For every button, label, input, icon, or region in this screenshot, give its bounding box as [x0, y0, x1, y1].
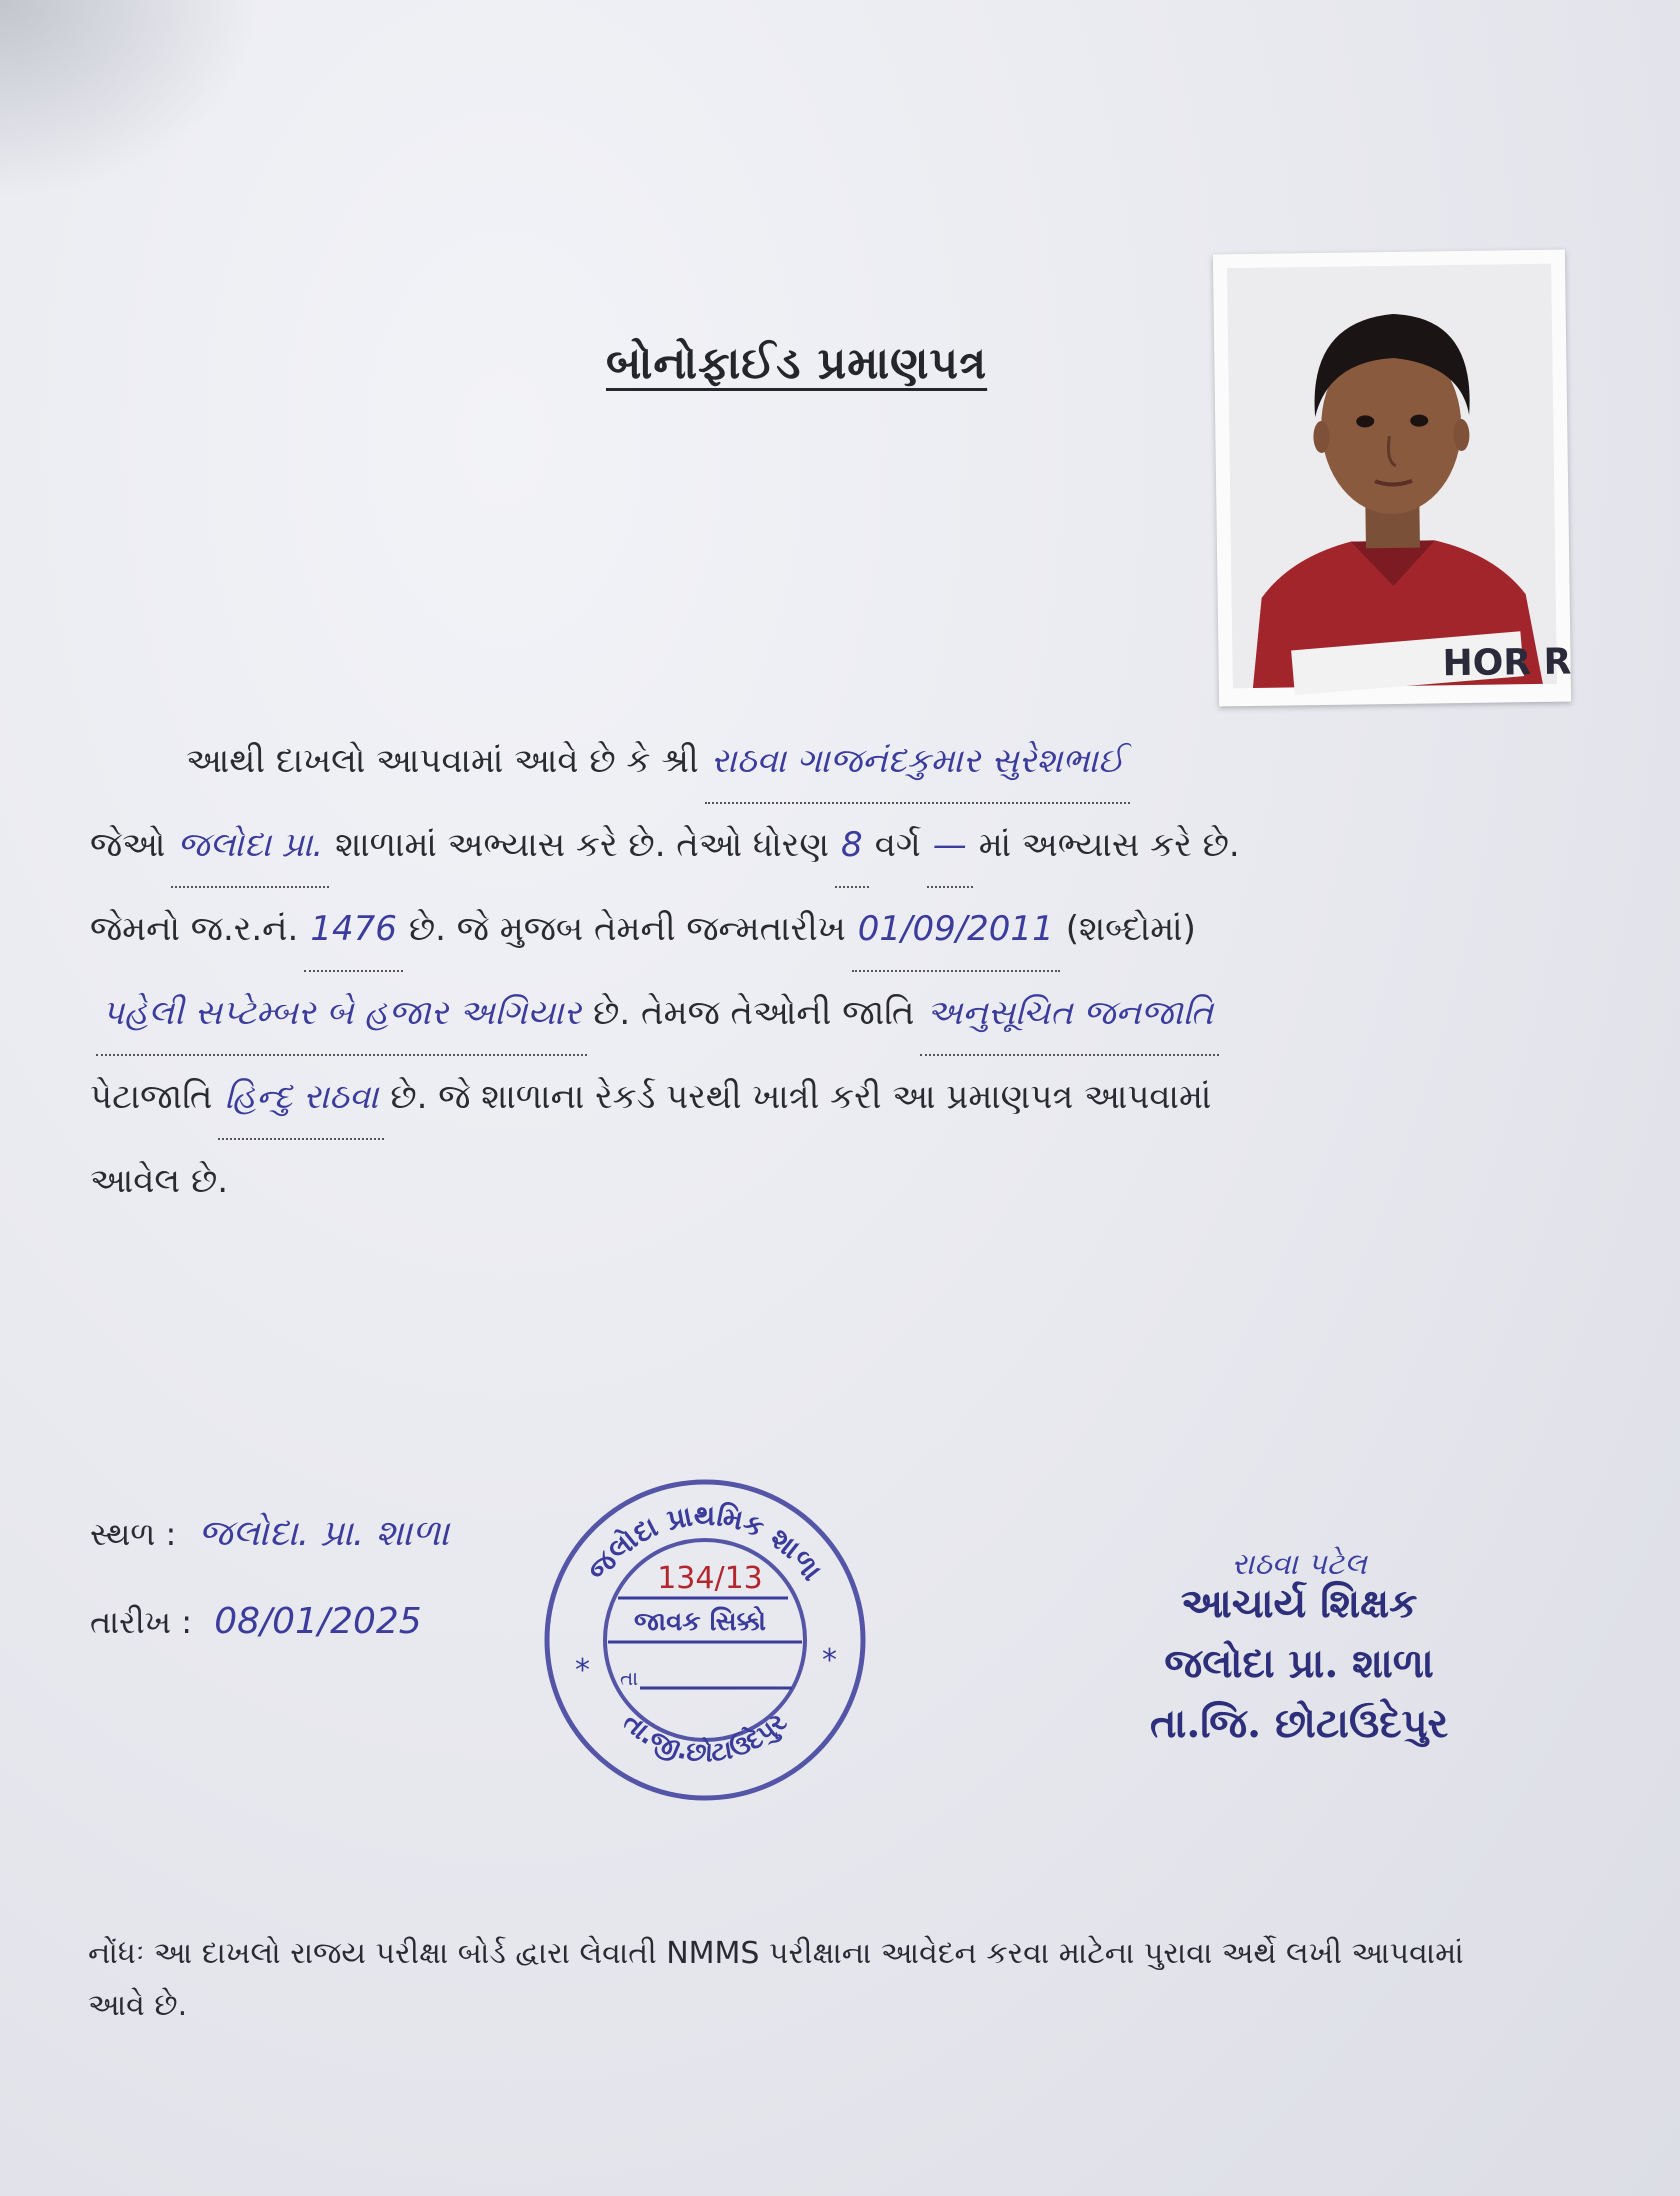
place-row — [90, 1490, 461, 1578]
stamp-star-left: * — [575, 1653, 590, 1688]
place-value-handwritten: જલોદા. પ્રા. શાળા — [198, 1513, 450, 1554]
date-value-handwritten: 08/01/2025 — [214, 1601, 422, 1642]
static-text: જેઓ — [90, 825, 166, 865]
signature-school: જલોદા પ્રા. શાળા — [1164, 1640, 1434, 1687]
static-text: છે. જે મુજબ તેમની જન્મતારીખ — [408, 909, 846, 949]
svg-text:તા.જી.છોટાઉદેપુર — [617, 1707, 794, 1768]
body-line-6 — [90, 1140, 1570, 1222]
student-photo — [1213, 250, 1571, 707]
stamp-ta-label: તા — [620, 1666, 639, 1690]
static-text: પેટાજાતિ — [90, 1077, 213, 1117]
body-line-5 — [90, 1056, 1570, 1140]
signature-scrawl: રાઠવા પટેલ — [1231, 1547, 1367, 1582]
place-label: સ્થળ : — [90, 1515, 177, 1553]
body-line-2 — [90, 804, 1570, 888]
date-row — [90, 1578, 461, 1666]
student-name-handwritten: રાઠવા ગાજનંદકુમાર સુરેશભાઈ — [705, 720, 1131, 804]
body-line-4 — [90, 972, 1570, 1056]
footnote: નોંધઃ આ દાખલો રાજય પરીક્ષા બોર્ડ દ્વારા લેવાતી NMMS પરીક્ષાના આવેદન કરવા માટેના પુરાવા અર્થે લખી આપવામાં આવે છે. — [88, 1936, 1464, 2023]
place-date-block — [90, 1490, 461, 1666]
body-line-1 — [90, 720, 1570, 804]
static-text: આવેલ છે. — [90, 1161, 229, 1201]
caste-handwritten: અનુસૂચિત જનજાતિ — [920, 972, 1219, 1056]
varg-handwritten: — — [927, 804, 973, 888]
stamp-bottom-text: તા.જી.છોટાઉદેપુર — [616, 1707, 794, 1769]
signature-designation: આચાર્ય શિક્ષક — [1180, 1580, 1418, 1627]
stamp-top-text: જલોદા પ્રાથમિક શાળા — [581, 1498, 829, 1587]
body-line-3 — [90, 888, 1570, 972]
school-stamp — [540, 1470, 870, 1810]
date-label: તારીખ : — [90, 1603, 193, 1641]
static-text: શાળામાં અભ્યાસ કરે છે. તેઓ ધોરણ — [335, 825, 830, 865]
principal-signature-block — [1150, 1547, 1449, 1754]
birth-date-words-handwritten: પહેલી સપ્ટેમ્બર બે હજાર અગિયાર — [96, 972, 587, 1056]
static-text: (શબ્દોમાં) — [1065, 909, 1196, 949]
birth-date-handwritten: 01/09/2011 — [852, 888, 1060, 972]
school-handwritten: જલોદા પ્રા. — [171, 804, 329, 888]
stamp-number-handwritten: 134/13 — [657, 1561, 763, 1596]
register-number-handwritten: 1476 — [304, 888, 403, 972]
certificate-title: બોનોફાઈડ પ્રમાણપત્ર — [606, 338, 988, 389]
static-text: જેમનો જ.ર.નં. — [90, 909, 299, 949]
static-text: છે. તેમજ તેઓની જાતિ — [593, 993, 915, 1033]
stamp-middle-text: જાવક સિક્કો — [633, 1607, 767, 1637]
student-portrait-image — [1227, 264, 1572, 688]
signature-location: તા.જિ. છોટાઉદેપુર — [1150, 1700, 1449, 1747]
static-text: માં અભ્યાસ કરે છે. — [978, 825, 1240, 865]
sub-caste-handwritten: હિન્દુ રાઠવા — [218, 1056, 384, 1140]
stamp-star-right: * — [822, 1643, 837, 1678]
certificate-body — [90, 720, 1570, 1222]
paper-shadow — [0, 0, 260, 200]
static-text: વર્ગ — [874, 825, 921, 865]
static-text: છે. જે શાળાના રેકર્ડ પરથી ખાત્રી કરી આ પ્રમાણપત્ર આપવામાં — [390, 1077, 1212, 1117]
shirt-text: HOR R — [1442, 641, 1572, 685]
static-text: આથી દાખલો આપવામાં આવે છે કે શ્રી — [186, 741, 699, 781]
standard-handwritten: 8 — [835, 804, 869, 888]
